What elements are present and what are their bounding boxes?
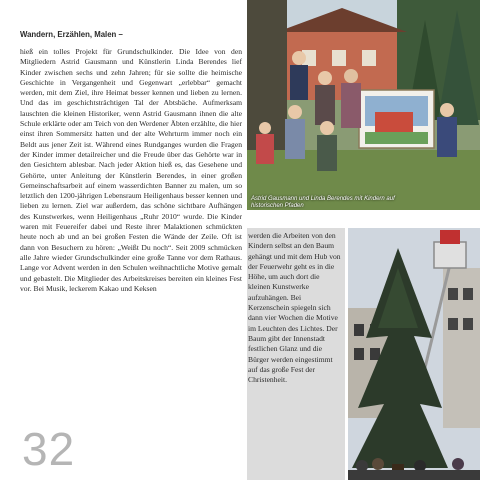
article-continuation-column	[248, 231, 342, 385]
photo-christmas-tree-illustration	[348, 228, 480, 480]
photo-children-with-painting	[247, 0, 480, 210]
page-number: 32	[22, 423, 76, 475]
photo-top-caption: Astrid Gausmann und Linda Berendes mit Kindern auf historischen Pfaden	[251, 196, 395, 209]
article-body: hieß ein tolles Projekt für Grundschulkinder. Die Idee von den Mitgliedern Astrid Gausmann und Künstlerin Linda Berendes lief Kinder zwischen sechs und zehn Jahren; für sie sollte die heimische Geschichte in Vergangenheit und Gegenwart „erlebbar“ gemacht werden, mit dem Ziel, ihre Heimat besser kennen und lieben zu lernen. Und das im geschichtsträchtigen Tal der Abtsbäche. Aufmerksam lauschten die kleinen Historiker, wenn Astrid Gausmann ihnen die alte Schule erklärte oder am Teich von den Werdener Äbten erzählte, die hier einst ihren Sommersitz hatten und der alte Wehrturm immer noch ein Beldt aus jener Zeit ist. Während eines Rundganges wurden die Fragen der Kinder immer detailreicher und die Freude über das Gehörte war in den Gesichtern ablesbar. Nach jeder Aktion hieß es, das Gesehene und Gehörte, unter Anleitung der Künstlerin Berendes, in einer großen Gemeinschaftsarbeit auf einem wasserdichten Banner zu malen, um so letztlich den 1200-jährigen Lebensraum Heiligenhaus besser kennen und lieben zu lernen. Ziel war außerdem, das schöne sichtbare Aufhängen des Kunstwerkes, wenn Heiligenhaus „Ruhr 2010“ wurde. Die Kinder waren mit Feuereifer dabei und Reste ihrer Malaktionen schmückten heute noch ab und an bei großen Festen die Wände der Zeile. Oft ist dann von Besuchern zu hören: „Weißt Du noch“. Seit 2009 schmücken alle Jahre wieder Grundschulkinder eine große Tanne vor dem Rathaus. Lange vor Advent werden in den Schulen weihnachtliche Motive gemalt und gebastelt. Die Mitglieder des Arbeitskreises bereiten ein kleines Fest vor. Bei Musik, leckerem Kakao und Keksen	[20, 47, 242, 293]
article-heading: Wandern, Erzählen, Malen –	[20, 30, 123, 39]
article-left-column	[20, 30, 242, 294]
article-continuation-text: werden die Arbeiten von den Kindern selbst an den Baum gehängt und mit dem Hub von der Feuerwehr geht es in die Höhe, um auch dort die kleinen Kunstwerke aufzuhängen. Bei Kerzenschein spiegeln sich dann vier Wochen die Motive im Leuchten des Lichtes. Der Baum gibt der Innenstadt festlichen Glanz und die Bürger werden eingestimmt auf das große Fest der Christenheit.	[248, 231, 341, 385]
photo-children-illustration	[247, 0, 480, 210]
photo-christmas-tree-firetruck	[348, 228, 480, 480]
